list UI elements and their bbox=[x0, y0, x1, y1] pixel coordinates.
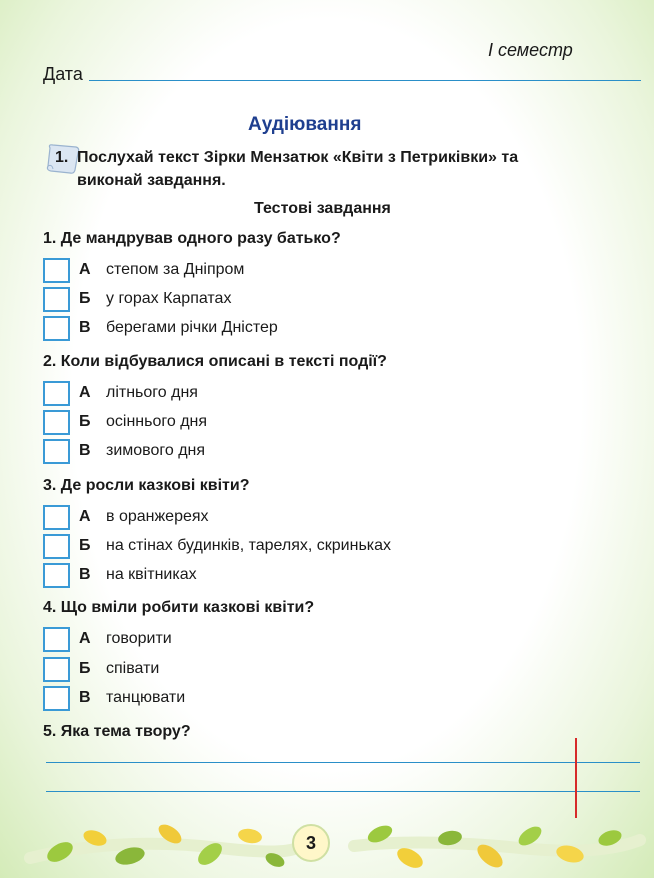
option-letter: Б bbox=[79, 413, 91, 430]
answer-line[interactable] bbox=[46, 791, 640, 792]
page-number: 3 bbox=[292, 824, 330, 862]
answer-checkbox[interactable] bbox=[43, 258, 70, 283]
option-letter: Б bbox=[79, 660, 91, 677]
answer-checkbox[interactable] bbox=[43, 505, 70, 530]
section-title: Аудіювання bbox=[248, 114, 362, 135]
option-letter: В bbox=[79, 689, 91, 706]
option-2a bbox=[43, 381, 603, 407]
option-3a bbox=[43, 505, 603, 531]
question-2: 2. Коли відбувалися описані в тексті події? bbox=[43, 353, 387, 370]
option-1b bbox=[43, 287, 603, 313]
option-1c bbox=[43, 316, 603, 342]
question-3: 3. Де росли казкові квіти? bbox=[43, 477, 250, 494]
option-letter: А bbox=[79, 261, 91, 278]
margin-line bbox=[575, 738, 577, 818]
answer-checkbox[interactable] bbox=[43, 657, 70, 682]
option-letter: Б bbox=[79, 537, 91, 554]
option-text: в оранжереях bbox=[106, 508, 209, 525]
answer-checkbox[interactable] bbox=[43, 627, 70, 652]
option-text: берегами річки Дністер bbox=[106, 319, 278, 336]
option-letter: В bbox=[79, 566, 91, 583]
option-4a bbox=[43, 627, 603, 653]
option-text: степом за Дніпром bbox=[106, 261, 245, 278]
option-text: літнього дня bbox=[106, 384, 198, 401]
semester-label: І семестр bbox=[488, 40, 573, 60]
task-text-line2: виконай завдання. bbox=[77, 172, 226, 189]
date-row bbox=[43, 64, 641, 84]
option-4b bbox=[43, 657, 603, 683]
option-letter: В bbox=[79, 442, 91, 459]
task-text-line1: Послухай текст Зірки Мензатюк «Квіти з Петриківки» та bbox=[77, 149, 519, 166]
answer-checkbox[interactable] bbox=[43, 686, 70, 711]
answer-checkbox[interactable] bbox=[43, 316, 70, 341]
option-3c bbox=[43, 563, 603, 589]
option-letter: А bbox=[79, 630, 91, 647]
option-text: у горах Карпатах bbox=[106, 290, 232, 307]
option-4c bbox=[43, 686, 603, 712]
option-text: осіннього дня bbox=[106, 413, 208, 430]
option-letter: А bbox=[79, 384, 91, 401]
date-label: Дата bbox=[43, 64, 83, 84]
question-5: 5. Яка тема твору? bbox=[43, 723, 191, 740]
option-3b bbox=[43, 534, 603, 560]
option-letter: Б bbox=[79, 290, 91, 307]
option-1a bbox=[43, 258, 603, 284]
option-2b bbox=[43, 410, 603, 436]
question-4: 4. Що вміли робити казкові квіти? bbox=[43, 599, 315, 616]
option-text: зимового дня bbox=[106, 442, 206, 459]
answer-checkbox[interactable] bbox=[43, 534, 70, 559]
option-letter: А bbox=[79, 508, 91, 525]
question-1: 1. Де мандрував одного разу батько? bbox=[43, 230, 341, 247]
task-number: 1. bbox=[55, 149, 69, 166]
option-text: говорити bbox=[106, 630, 172, 647]
option-text: на стінах будинків, тарелях, скриньках bbox=[106, 537, 392, 554]
option-2c bbox=[43, 439, 603, 465]
option-text: на квітниках bbox=[106, 566, 197, 583]
answer-checkbox[interactable] bbox=[43, 410, 70, 435]
answer-checkbox[interactable] bbox=[43, 287, 70, 312]
answer-checkbox[interactable] bbox=[43, 439, 70, 464]
answer-checkbox[interactable] bbox=[43, 381, 70, 406]
date-input-line[interactable] bbox=[89, 80, 641, 81]
option-text: танцювати bbox=[106, 689, 186, 706]
task-instruction bbox=[55, 146, 615, 192]
answer-line[interactable] bbox=[46, 762, 640, 763]
subtitle: Тестові завдання bbox=[254, 200, 391, 217]
answer-checkbox[interactable] bbox=[43, 563, 70, 588]
option-letter: В bbox=[79, 319, 91, 336]
option-text: співати bbox=[106, 660, 160, 677]
